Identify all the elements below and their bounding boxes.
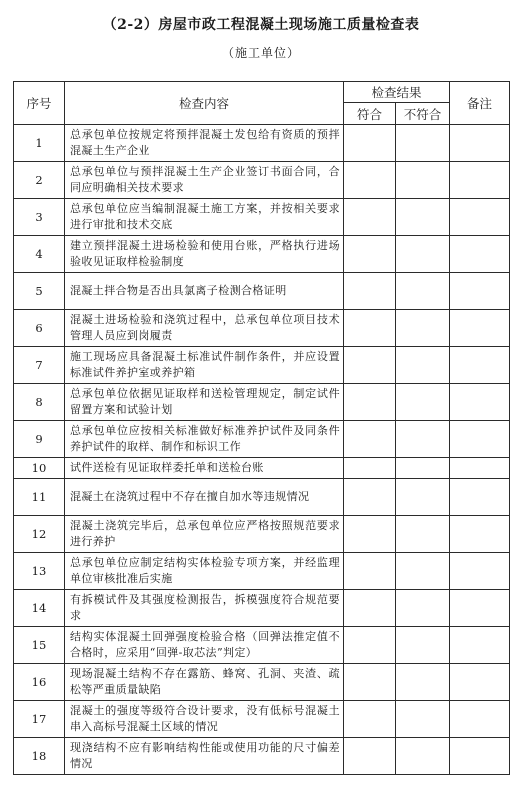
row-content: 现场混凝土结构不存在露筋、蜂窝、孔洞、夹渣、疏松等严重质量缺陷 [65,664,344,701]
row-content: 总承包单位应按相关标准做好标准养护试件及同条件养护试件的取样、制作和标识工作 [65,421,344,458]
pass-cell[interactable] [344,664,396,701]
row-number: 10 [14,458,65,479]
row-content: 结构实体混凝土回弹强度检验合格（回弹法推定值不合格时，应采用“回弹-取芯法”判定） [65,627,344,664]
fail-cell[interactable] [396,310,450,347]
remark-cell[interactable] [450,458,510,479]
header-content: 检查内容 [65,82,344,125]
fail-cell[interactable] [396,627,450,664]
fail-cell[interactable] [396,479,450,516]
row-number: 14 [14,590,65,627]
row-content: 有拆模试件及其强度检测报告，拆模强度符合规范要求 [65,590,344,627]
pass-cell[interactable] [344,384,396,421]
row-number: 13 [14,553,65,590]
row-number: 3 [14,199,65,236]
pass-cell[interactable] [344,738,396,775]
table-row [14,347,510,384]
table-row [14,310,510,347]
fail-cell[interactable] [396,516,450,553]
row-number: 16 [14,664,65,701]
table-row [14,125,510,162]
remark-cell[interactable] [450,421,510,458]
remark-cell[interactable] [450,516,510,553]
pass-cell[interactable] [344,627,396,664]
pass-cell[interactable] [344,590,396,627]
fail-cell[interactable] [396,199,450,236]
row-content: 总承包单位依据见证取样和送检管理规定，制定试件留置方案和试验计划 [65,384,344,421]
table-row [14,516,510,553]
table-row [14,479,510,516]
table-row [14,162,510,199]
pass-cell[interactable] [344,347,396,384]
fail-cell[interactable] [396,125,450,162]
table-row [14,421,510,458]
remark-cell[interactable] [450,162,510,199]
fail-cell[interactable] [396,421,450,458]
pass-cell[interactable] [344,199,396,236]
header-seq: 序号 [14,82,65,125]
pass-cell[interactable] [344,421,396,458]
remark-cell[interactable] [450,384,510,421]
row-number: 8 [14,384,65,421]
pass-cell[interactable] [344,162,396,199]
row-content: 混凝土浇筑完毕后，总承包单位应严格按照规范要求进行养护 [65,516,344,553]
table-row [14,458,510,479]
remark-cell[interactable] [450,347,510,384]
row-content: 总承包单位应制定结构实体检验专项方案，并经监理单位审核批准后实施 [65,553,344,590]
table-row [14,273,510,310]
pass-cell[interactable] [344,273,396,310]
table-row [14,627,510,664]
pass-cell[interactable] [344,236,396,273]
remark-cell[interactable] [450,553,510,590]
fail-cell[interactable] [396,664,450,701]
row-content: 试件送检有见证取样委托单和送检台账 [65,458,344,479]
header-remark: 备注 [450,82,510,125]
header-pass: 符合 [344,103,396,125]
row-content: 总承包单位按规定将预拌混凝土发包给有资质的预拌混凝土生产企业 [65,125,344,162]
row-number: 12 [14,516,65,553]
pass-cell[interactable] [344,516,396,553]
row-number: 15 [14,627,65,664]
fail-cell[interactable] [396,738,450,775]
row-number: 6 [14,310,65,347]
fail-cell[interactable] [396,553,450,590]
header-result: 检查结果 [344,82,450,103]
fail-cell[interactable] [396,458,450,479]
row-number: 5 [14,273,65,310]
table-row [14,384,510,421]
page-title: （2-2）房屋市政工程混凝土现场施工质量检查表 [102,17,420,33]
remark-cell[interactable] [450,738,510,775]
page-subtitle: （施工单位） [221,46,300,60]
table-body [14,125,510,775]
row-content: 混凝土拌合物是否出具氯离子检测合格证明 [65,273,344,310]
pass-cell[interactable] [344,553,396,590]
table-row [14,236,510,273]
row-content: 混凝土在浇筑过程中不存在擅自加水等违规情况 [65,479,344,516]
table-row [14,553,510,590]
table-row [14,738,510,775]
header-fail: 不符合 [396,103,450,125]
row-content: 总承包单位与预拌混凝土生产企业签订书面合同，合同应明确相关技术要求 [65,162,344,199]
fail-cell[interactable] [396,347,450,384]
table-header [14,82,510,125]
row-content: 总承包单位应当编制混凝土施工方案，并按相关要求进行审批和技术交底 [65,199,344,236]
remark-cell[interactable] [450,701,510,738]
fail-cell[interactable] [396,701,450,738]
remark-cell[interactable] [450,479,510,516]
pass-cell[interactable] [344,479,396,516]
row-content: 现浇结构不应有影响结构性能或使用功能的尺寸偏差情况 [65,738,344,775]
fail-cell[interactable] [396,273,450,310]
fail-cell[interactable] [396,384,450,421]
remark-cell[interactable] [450,273,510,310]
remark-cell[interactable] [450,664,510,701]
table-row [14,701,510,738]
remark-cell[interactable] [450,310,510,347]
row-number: 17 [14,701,65,738]
fail-cell[interactable] [396,590,450,627]
inspection-table [13,81,510,775]
pass-cell[interactable] [344,310,396,347]
fail-cell[interactable] [396,162,450,199]
remark-cell[interactable] [450,236,510,273]
pass-cell[interactable] [344,125,396,162]
row-number: 7 [14,347,65,384]
table-row [14,590,510,627]
remark-cell[interactable] [450,590,510,627]
remark-cell[interactable] [450,199,510,236]
remark-cell[interactable] [450,125,510,162]
row-number: 9 [14,421,65,458]
row-number: 11 [14,479,65,516]
fail-cell[interactable] [396,236,450,273]
row-number: 18 [14,738,65,775]
row-content: 建立预拌混凝土进场检验和使用台账，严格执行进场验收见证取样检验制度 [65,236,344,273]
row-number: 1 [14,125,65,162]
row-content: 混凝土进场检验和浇筑过程中，总承包单位项目技术管理人员应到岗履责 [65,310,344,347]
pass-cell[interactable] [344,701,396,738]
row-number: 2 [14,162,65,199]
table-row [14,664,510,701]
table-row [14,199,510,236]
row-content: 施工现场应具备混凝土标准试件制作条件，并应设置标准试件养护室或养护箱 [65,347,344,384]
pass-cell[interactable] [344,458,396,479]
row-number: 4 [14,236,65,273]
remark-cell[interactable] [450,627,510,664]
row-content: 混凝土的强度等级符合设计要求，没有低标号混凝土串入高标号混凝土区域的情况 [65,701,344,738]
